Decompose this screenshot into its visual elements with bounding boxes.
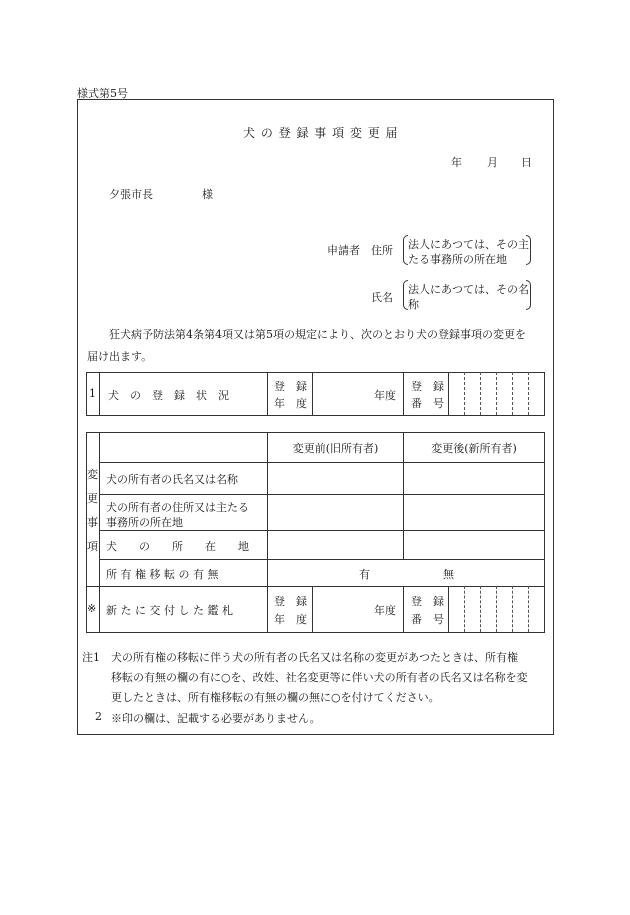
note2-label: 2 [95, 710, 102, 723]
row-new-tag-label: 新 た に 交 付 し た 鑑 札 [106, 604, 233, 617]
note1-label: 注1 [82, 651, 100, 664]
row-transfer-label: 所 有 権 移 転 の 有 無 [106, 568, 219, 581]
registration-status-label: 犬 の 登 録 状 況 [108, 389, 229, 402]
header-after-change: 変更後(新所有者) [431, 442, 517, 455]
transfer-yes: 有 [359, 568, 370, 581]
row-owner-address-line1: 犬の所有者の住所又は主たる [106, 501, 249, 514]
reg-year-label-line2: 年 度 [274, 397, 307, 410]
addressee-name: 夕張市長 [109, 188, 153, 201]
tag-reg-number-line2: 番 号 [411, 613, 444, 626]
name-note-line1: 法人にあつては、その名 [408, 283, 529, 296]
date-month: 月 [487, 156, 498, 169]
side-label-char-1: 変 [87, 468, 98, 481]
fiscal-year-label: 年度 [374, 389, 396, 402]
name-brace-right [526, 280, 531, 310]
tag-reg-number-line1: 登 録 [411, 595, 444, 608]
tag-reg-year-line2: 年 度 [274, 613, 307, 626]
address-label: 住所 [371, 244, 393, 257]
addressee-suffix: 様 [202, 188, 213, 201]
office-use-mark: ※ [87, 602, 97, 615]
registration-row-number: 1 [89, 387, 96, 400]
date-year: 年 [451, 156, 462, 169]
row-owner-name-label: 犬の所有者の氏名又は名称 [106, 473, 238, 486]
tag-fiscal-year-label: 年度 [374, 604, 396, 617]
tag-reg-year-line1: 登 録 [274, 595, 307, 608]
date-day: 日 [521, 156, 532, 169]
reg-year-label-line1: 登 録 [274, 380, 307, 393]
note1-line3: 更したときは、所有権移転の有無の欄の無に○を付けてください。 [111, 691, 440, 704]
body-text-line2: 届け出ます。 [87, 350, 153, 363]
note1-line2: 移転の有無の欄の有に○を、改姓、社名変更等に伴い犬の所有者の氏名又は名称を変 [111, 671, 528, 684]
note1-line1: 犬の所有権の移転に伴う犬の所有者の氏名又は名称の変更があつたときは、所有権 [111, 651, 518, 664]
applicant-label: 申請者 [327, 244, 360, 257]
address-note-line1: 法人にあつては、その主 [408, 238, 529, 251]
name-label: 氏名 [371, 291, 393, 304]
transfer-no: 無 [443, 568, 454, 581]
side-label-char-3: 事 [87, 516, 98, 529]
address-brace-right [526, 235, 531, 265]
address-note-line2: たる事務所の所在地 [408, 253, 507, 266]
reg-number-label-line1: 登 録 [411, 380, 444, 393]
form-title: 犬 の 登 録 事 項 変 更 届 [243, 126, 399, 140]
form-number: 様式第5号 [77, 87, 128, 100]
row-dog-location-label: 犬 の 所 在 地 [106, 540, 249, 553]
body-text-line1: 狂犬病予防法第4条第4項又は第5項の規定により、次のとおり犬の登録事項の変更を [109, 328, 526, 341]
header-before-change: 変更前(旧所有者) [292, 442, 379, 455]
side-label-char-2: 更 [87, 492, 98, 505]
name-note-line2: 称 [408, 298, 419, 311]
reg-number-label-line2: 番 号 [411, 397, 444, 410]
note2-text: ※印の欄は、記載する必要がありません。 [111, 712, 321, 725]
side-label-char-4: 項 [87, 540, 98, 553]
row-owner-address-line2: 事務所の所在地 [106, 516, 183, 529]
